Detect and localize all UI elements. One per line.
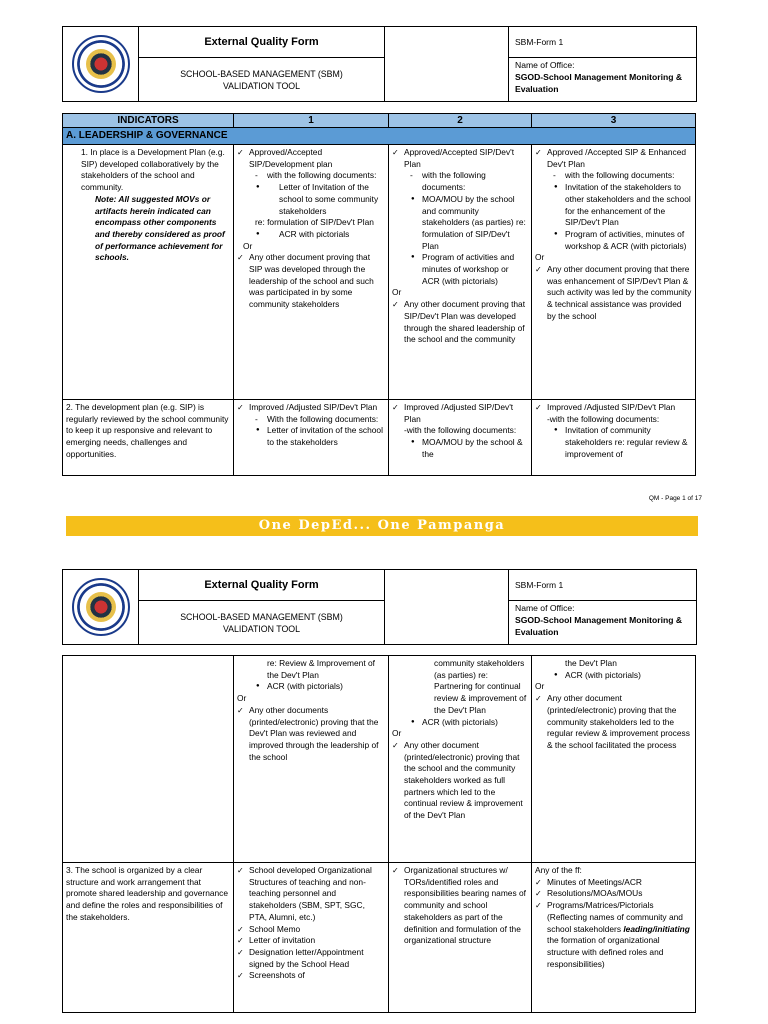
footer-banner: One DepEd... One Pampanga bbox=[66, 516, 698, 536]
form-header bbox=[62, 26, 697, 102]
level-3-cell bbox=[532, 656, 696, 863]
mov-item: - with the following documents: bbox=[237, 170, 385, 182]
mov-item: ✓ Designation letter/Appointment signed by the School Head bbox=[237, 947, 385, 970]
office-name-2: Evaluation bbox=[515, 84, 559, 94]
mov-item: ✓ Approved /Accepted SIP & Enhanced Dev't Plan bbox=[535, 147, 692, 170]
form-code: SBM-Form 1 bbox=[509, 570, 696, 601]
or-label: Or bbox=[243, 240, 253, 251]
level-3-cell bbox=[532, 400, 696, 476]
mov-item: ✓ Any other document (printed/electronic) proving that the school and the community stakeholders worked as full partners which led to the continual review & improvement of the Dev't Plan bbox=[392, 740, 528, 822]
mov-text: the formation of organizational structure with defined roles and responsibilities) bbox=[547, 935, 664, 969]
col-header-2: 2 bbox=[389, 114, 532, 128]
validation-table-1 bbox=[62, 113, 696, 476]
form-title: External Quality Form bbox=[139, 27, 385, 58]
mov-item bbox=[535, 900, 692, 970]
mov-lead: Any of the ff: bbox=[535, 865, 582, 875]
mov-item: ✓ Any other document proving that SIP was developed through the leadership of the school and such was participated in by some community stakeholders bbox=[237, 252, 385, 311]
mov-item: ✓ School Memo bbox=[237, 924, 385, 936]
col-header-indicators: INDICATORS bbox=[63, 114, 234, 128]
indicator-cell bbox=[63, 656, 234, 863]
mov-text: Programs/Matrices/Pictorials (Reflecting names of community and school stakeholders bbox=[547, 900, 683, 934]
table-row bbox=[63, 863, 696, 1013]
level-2-cell bbox=[389, 656, 532, 863]
indicator-note: Note: All suggested MOVs or artifacts herein indicated can encompass other components and thereby considered as proof of performance achievement for schools. bbox=[95, 193, 225, 263]
office-label: Name of Office: bbox=[515, 603, 575, 613]
blank-cell bbox=[385, 570, 509, 644]
mov-item: ● ACR (with pictorials) bbox=[392, 717, 528, 729]
section-title: A. LEADERSHIP & GOVERNANCE bbox=[63, 128, 696, 145]
mov-item: ● Invitation of the stakeholders to other stakeholders and the school for the enhancement of the SIP/Dev't Plan bbox=[535, 182, 692, 229]
mov-item: ✓ Organizational structures w/ TORs/identified roles and responsibilities bearing names of community and school stakeholders as part of the definition and formulation of the organizational structure bbox=[392, 865, 528, 947]
or-label: Or bbox=[237, 693, 247, 704]
level-3-cell bbox=[532, 863, 696, 1013]
mov-item: ✓ Improved /Adjusted SIP/Dev't Plan bbox=[392, 402, 528, 425]
mov-item: -with the following documents: bbox=[404, 425, 517, 436]
page-number: QM - Page 1 of 17 bbox=[648, 495, 702, 502]
mov-item: ✓ Resolutions/MOAs/MOUs bbox=[535, 888, 692, 900]
level-3-cell bbox=[532, 145, 696, 400]
mov-item: re: formulation of SIP/Dev't Plan bbox=[255, 217, 374, 228]
subtitle-line1: SCHOOL-BASED MANAGEMENT (SBM) bbox=[180, 612, 343, 622]
tool-subtitle bbox=[139, 58, 385, 101]
deped-seal-logo bbox=[72, 35, 130, 93]
mov-item: ✓ Any other document proving that SIP/Dev't Plan was developed through the shared leadership of the school and the community bbox=[392, 299, 528, 346]
mov-item: ✓ Any other documents (printed/electronic) proving that the Dev't Plan was reviewed and improved through the leadership of the school bbox=[237, 705, 385, 764]
subtitle-line1: SCHOOL-BASED MANAGEMENT (SBM) bbox=[180, 69, 343, 79]
mov-item: - with the following documents: bbox=[392, 170, 528, 193]
mov-item: ● Invitation of community stakeholders re: regular review & improvement of bbox=[535, 425, 692, 460]
subtitle-line2: VALIDATION TOOL bbox=[222, 81, 301, 91]
form-header-2 bbox=[62, 569, 697, 645]
mov-item: ✓ Any other document proving that there was enhancement of SIP/Dev't Plan & such activity was led by the community & technical assistance was provided by the school bbox=[535, 264, 692, 323]
mov-item: ✓ Any other document (printed/electronic) proving that the community stakeholders led to the regular review & improvement process & the school facilitated the process bbox=[535, 693, 692, 752]
office-name-2: Evaluation bbox=[515, 627, 559, 637]
mov-item: ● Program of activities, minutes of workshop & ACR (with pictorials) bbox=[535, 229, 692, 252]
mov-item: ● ACR with pictorials bbox=[237, 229, 385, 241]
validation-table-2 bbox=[62, 655, 696, 1013]
mov-item: the Dev't Plan bbox=[565, 658, 617, 668]
mov-item: ✓ Improved /Adjusted SIP/Dev't Plan bbox=[535, 402, 692, 414]
office-block bbox=[509, 601, 696, 644]
level-1-cell bbox=[234, 400, 389, 476]
indicator-cell: 3. The school is organized by a clear structure and work arrangement that promote shared leadership and governance and define the roles and responsibilities of the stakeholders. bbox=[63, 863, 234, 1013]
office-label: Name of Office: bbox=[515, 60, 575, 70]
subtitle-line2: VALIDATION TOOL bbox=[222, 624, 301, 634]
level-2-cell bbox=[389, 145, 532, 400]
indicator-cell bbox=[63, 145, 234, 400]
mov-item: ● Letter of Invitation of the school to some community stakeholders bbox=[237, 182, 385, 217]
indicator-cell: 2. The development plan (e.g. SIP) is regularly reviewed by the school community to keep it up responsive and relevant to emerging needs, challenges and opportunities. bbox=[63, 400, 234, 476]
table-row bbox=[63, 400, 696, 476]
mov-item: ● ACR (with pictorials) bbox=[535, 670, 692, 682]
or-label: Or bbox=[535, 681, 545, 692]
or-label: Or bbox=[535, 252, 545, 263]
table-row bbox=[63, 145, 696, 400]
mov-item: ● MOA/MOU by the school and community stakeholders (as parties) re: formulation of SIP/Dev't Plan bbox=[392, 194, 528, 253]
mov-emphasis: leading/initiating bbox=[623, 923, 690, 934]
level-2-cell bbox=[389, 863, 532, 1013]
mov-item: - with the following documents: bbox=[535, 170, 692, 182]
office-name: SGOD-School Management Monitoring & bbox=[515, 615, 683, 625]
indicator-text: 1. In place is a Development Plan (e.g. SIP) developed collaboratively by the stakeholders of the school and community. bbox=[81, 147, 225, 193]
mov-item: - With the following documents: bbox=[237, 414, 385, 426]
section-row bbox=[63, 128, 696, 145]
table-row bbox=[63, 656, 696, 863]
form-code: SBM-Form 1 bbox=[509, 27, 696, 58]
mov-item: ✓ Improved /Adjusted SIP/Dev't Plan bbox=[237, 402, 385, 414]
form-title: External Quality Form bbox=[139, 570, 385, 601]
blank-cell bbox=[385, 27, 509, 101]
mov-item: ✓ Approved/Accepted SIP/Dev't Plan bbox=[392, 147, 528, 170]
level-1-cell bbox=[234, 656, 389, 863]
col-header-3: 3 bbox=[532, 114, 696, 128]
mov-item: ● ACR (with pictorials) bbox=[237, 681, 385, 693]
level-1-cell bbox=[234, 145, 389, 400]
tool-subtitle bbox=[139, 601, 385, 644]
logo-cell bbox=[63, 570, 139, 644]
mov-item: ● Program of activities and minutes of workshop or ACR (with pictorials) bbox=[392, 252, 528, 287]
level-1-cell bbox=[234, 863, 389, 1013]
level-2-cell bbox=[389, 400, 532, 476]
table-header-row bbox=[63, 114, 696, 128]
mov-item: ✓ Approved/Accepted SIP/Development plan bbox=[237, 147, 385, 170]
mov-item: ✓ Letter of invitation bbox=[237, 935, 385, 947]
or-label: Or bbox=[392, 287, 402, 298]
or-label: Or bbox=[392, 728, 402, 739]
mov-item: ✓ Screenshots of bbox=[237, 970, 385, 982]
mov-item: -with the following documents: bbox=[547, 413, 660, 424]
mov-item: ✓ Minutes of Meetings/ACR bbox=[535, 877, 692, 889]
mov-item: ● MOA/MOU by the school & the bbox=[392, 437, 528, 460]
mov-item: community stakeholders (as parties) re: Partnering for continual review & improvement of the Dev't Plan bbox=[434, 658, 527, 715]
mov-item: ● Letter of invitation of the school to the stakeholders bbox=[237, 425, 385, 448]
deped-seal-logo bbox=[72, 578, 130, 636]
mov-item: ✓ School developed Organizational Structures of teaching and non-teaching personnel and stakeholders (SBM, SPT, SGC, PTA, Alumni, etc.) bbox=[237, 865, 385, 924]
col-header-1: 1 bbox=[234, 114, 389, 128]
office-name: SGOD-School Management Monitoring & bbox=[515, 72, 683, 82]
office-block bbox=[509, 58, 696, 101]
logo-cell bbox=[63, 27, 139, 101]
mov-item: re: Review & Improvement of the Dev't Plan bbox=[267, 658, 375, 680]
